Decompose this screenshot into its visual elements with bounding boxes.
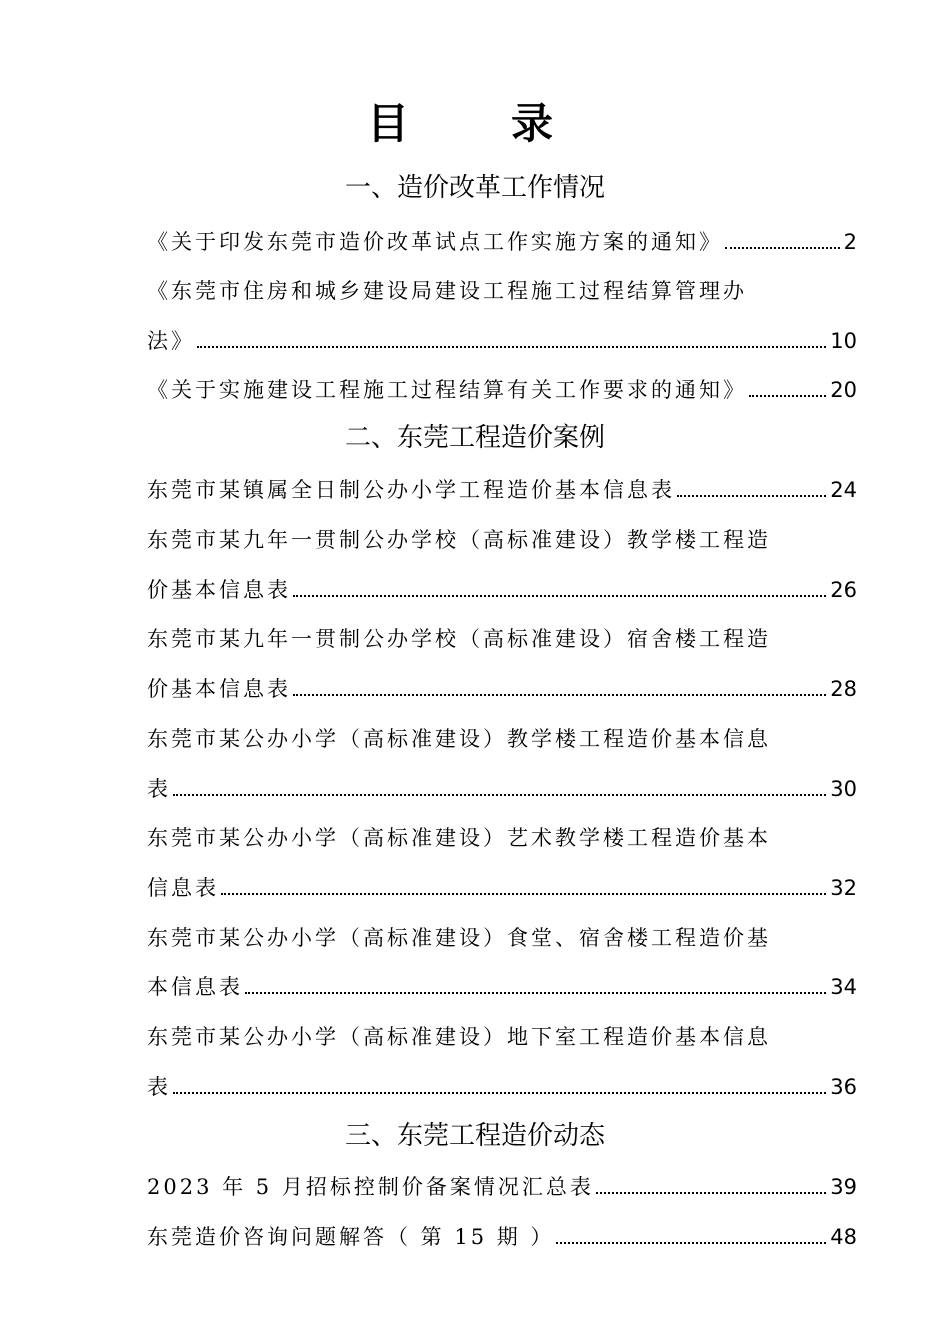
dot-leader — [556, 1242, 826, 1244]
dot-leader — [173, 1092, 826, 1094]
toc-entry[interactable] — [147, 872, 857, 904]
dot-leader — [293, 694, 826, 696]
toc-entry[interactable] — [147, 226, 857, 258]
toc-entry[interactable] — [147, 1071, 857, 1103]
dot-leader — [197, 346, 826, 348]
section-heading: 一、造价改革工作情况 — [344, 173, 605, 203]
toc-entry-text[interactable]: 《东莞市住房和城乡建设局建设工程施工过程结算管理办 — [147, 279, 747, 303]
dot-leader — [725, 247, 840, 249]
dot-leader — [749, 395, 826, 397]
toc-entry[interactable] — [147, 474, 857, 506]
section-heading: 二、东莞工程造价案例 — [344, 423, 605, 453]
toc-entry-text: 价基本信息表 — [147, 578, 291, 602]
toc-entry[interactable] — [147, 673, 857, 705]
section-heading: 三、东莞工程造价动态 — [344, 1121, 605, 1151]
toc-page-number: 48 — [830, 1225, 857, 1249]
toc-entry-text: 价基本信息表 — [147, 677, 291, 701]
toc-entry-text[interactable]: 东莞市某九年一贯制公办学校（高标准建设）教学楼工程造 — [147, 528, 771, 552]
dot-leader — [245, 992, 826, 994]
toc-entry-text: 《关于印发东莞市造价改革试点工作实施方案的通知》 — [147, 230, 723, 254]
toc-entry[interactable] — [147, 574, 857, 606]
toc-entry[interactable] — [147, 1171, 857, 1203]
dot-leader — [677, 495, 826, 497]
toc-entry-text[interactable]: 东莞市某公办小学（高标准建设）教学楼工程造价基本信息 — [147, 727, 771, 751]
toc-entry[interactable] — [147, 773, 857, 805]
toc-entry-text[interactable]: 东莞市某九年一贯制公办学校（高标准建设）宿舍楼工程造 — [147, 627, 771, 651]
toc-entry-text: 表 — [147, 777, 171, 801]
dot-leader — [596, 1192, 826, 1194]
toc-page-number: 10 — [830, 329, 857, 353]
toc-entry-text[interactable]: 东莞市某公办小学（高标准建设）地下室工程造价基本信息 — [147, 1025, 771, 1049]
dot-leader — [173, 794, 826, 796]
toc-entry-text: 《关于实施建设工程施工过程结算有关工作要求的通知》 — [147, 378, 747, 402]
toc-page-number: 39 — [830, 1175, 857, 1199]
toc-entry-text: 东莞市某镇属全日制公办小学工程造价基本信息表 — [147, 478, 675, 502]
toc-entry-text: 法》 — [147, 329, 195, 353]
toc-entry[interactable] — [147, 325, 857, 357]
toc-entry[interactable] — [147, 1221, 857, 1253]
toc-entry-text: 东莞造价咨询问题解答（ 第 15 期 ） — [147, 1225, 555, 1249]
toc-entry-text[interactable]: 东莞市某公办小学（高标准建设）艺术教学楼工程造价基本 — [147, 826, 771, 850]
toc-entry-text[interactable]: 东莞市某公办小学（高标准建设）食堂、宿舍楼工程造价基 — [147, 926, 771, 950]
toc-page-number: 24 — [830, 478, 857, 502]
toc-page-number: 30 — [830, 777, 857, 801]
toc-page-number: 34 — [830, 975, 857, 999]
page-title: 目 录 — [366, 99, 583, 148]
toc-entry-text: 2023 年 5 月招标控制价备案情况汇总表 — [147, 1175, 594, 1199]
toc-page-number: 36 — [830, 1075, 857, 1099]
toc-entry-text: 信息表 — [147, 876, 219, 900]
toc-page-number: 26 — [830, 578, 857, 602]
dot-leader — [221, 893, 826, 895]
toc-entry[interactable] — [147, 971, 857, 1003]
toc-entry-text: 表 — [147, 1075, 171, 1099]
toc-page-number: 28 — [830, 677, 857, 701]
dot-leader — [293, 595, 826, 597]
toc-entry-text: 本信息表 — [147, 975, 243, 999]
toc-page-number: 20 — [830, 378, 857, 402]
toc-entry[interactable] — [147, 374, 857, 406]
toc-page-number: 32 — [830, 876, 857, 900]
toc-page-number: 2 — [843, 230, 857, 254]
